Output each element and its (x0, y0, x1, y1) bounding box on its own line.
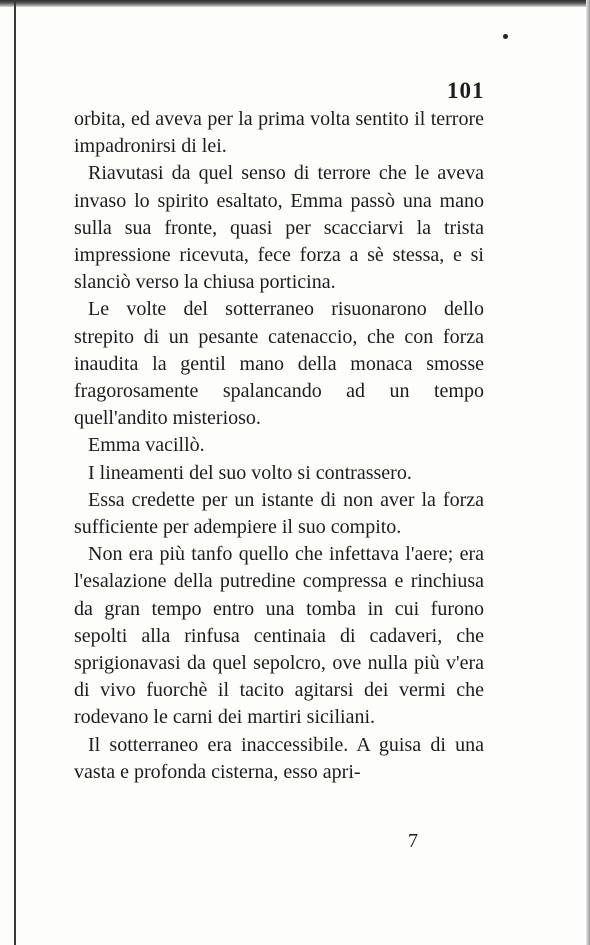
paragraph: Essa credette per un istante di non aver la forza sufficiente per adempiere il suo compito. (74, 488, 484, 539)
page-top-edge (0, 0, 590, 7)
body-text (74, 106, 484, 786)
paragraph: Le volte del sotterraneo risuonarono dello strepito di un pesante catenaccio, che con forza inaudita la gentil mano della monaca smosse fragorosamente spalancando ad un tempo quell'andito misterioso. (74, 298, 484, 430)
page-number: 101 (447, 78, 485, 103)
paragraph: orbita, ed aveva per la prima volta sentito il terrore impadronirsi di lei. (74, 108, 484, 158)
paragraph: I lineamenti del suo volto si contrassero. (88, 461, 412, 484)
page-binding-edge (14, 0, 16, 945)
paragraph: Il sotterraneo era inaccessibile. A guisa di una vasta e profonda cisterna, esso apri- (74, 733, 484, 783)
ink-speck (503, 34, 508, 39)
page-right-edge (586, 0, 590, 945)
signature-mark: 7 (408, 830, 418, 852)
paragraph: Emma vacillò. (88, 434, 205, 457)
paragraph: Non era più tanfo quello che infettava l'aere; era l'esalazione della putredine compressa e rinchiusa da gran tempo entro una tomba in cui furono sepolti alla rinfusa centinaia di cadaveri, che sprigionavasi da quel sepolcro, ove nulla più v'era di vivo fuorchè il tacito agitarsi dei vermi che rodevano le carni dei martiri siciliani. (74, 543, 484, 729)
paragraph: Riavutasi da quel senso di terrore che le aveva invaso lo spirito esaltato, Emma passò una mano sulla sua fronte, quasi per scacciarvi la trista impressione ricevuta, fece forza a sè stessa, e si slanciò verso la chiusa porticina. (74, 162, 484, 294)
